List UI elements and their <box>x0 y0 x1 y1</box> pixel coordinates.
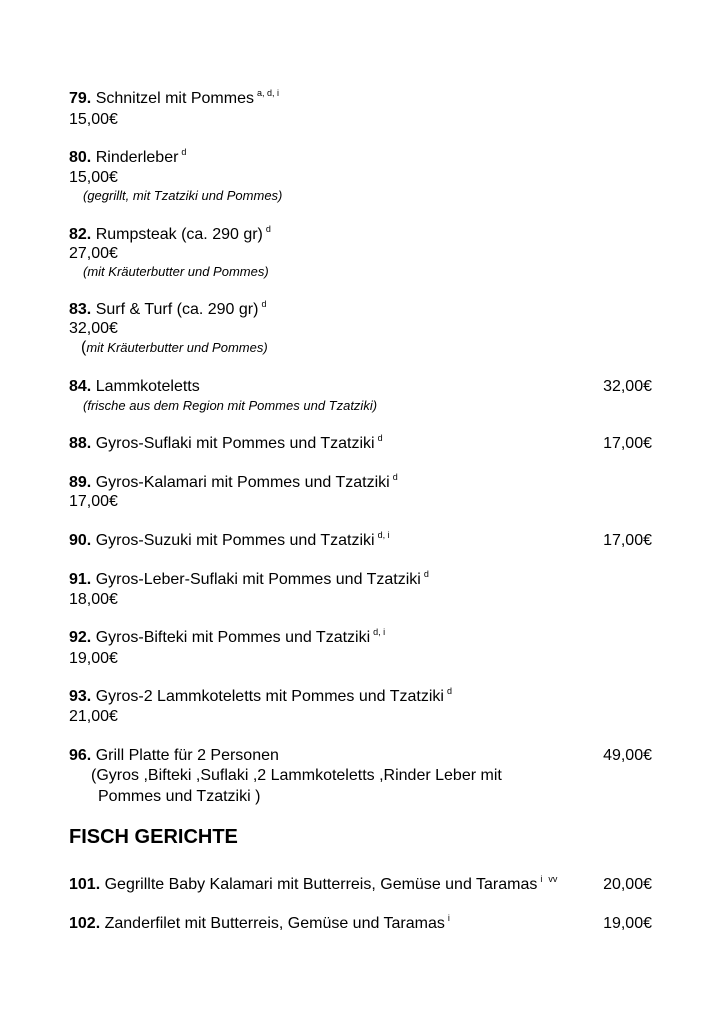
item-name: Lammkoteletts <box>95 378 200 395</box>
item-price-101: 20,00€ <box>603 876 652 893</box>
item-name: Gegrillte Baby Kalamari mit Butterreis, Gemüse und Taramas <box>104 876 538 893</box>
allergen-codes: d <box>377 433 383 443</box>
item-price-84: 32,00€ <box>603 378 652 395</box>
item-number: 89. <box>69 474 92 491</box>
allergen-codes: d, i <box>377 530 390 540</box>
item-note-83 <box>81 340 268 355</box>
item-number: 91. <box>69 571 92 588</box>
item-note-96-line1: (Gyros ,Bifteki ,Suflaki ,2 Lammkoteletts ,Rinder Leber mit <box>91 767 502 784</box>
item-price-90: 17,00€ <box>603 532 652 549</box>
item-name: Grill Platte für 2 Personen <box>95 747 279 764</box>
note-text: mit Kräuterbutter und Pommes) <box>86 340 268 355</box>
item-number: 92. <box>69 629 92 646</box>
item-name: Gyros-2 Lammkoteletts mit Pommes und Tzatziki <box>95 688 444 705</box>
allergen-codes: d, i <box>373 627 386 637</box>
allergen-codes: a, d, i <box>256 88 279 98</box>
item-name: Surf & Turf (ca. 290 gr) <box>95 301 259 318</box>
menu-item-91 <box>69 571 429 590</box>
item-number: 96. <box>69 747 92 764</box>
item-price-89: 17,00€ <box>69 493 118 510</box>
item-note-80: (gegrillt, mit Tzatziki und Pommes) <box>83 188 283 203</box>
allergen-codes: i <box>540 874 543 884</box>
item-price-79: 15,00€ <box>69 111 118 128</box>
item-name: Schnitzel mit Pommes <box>95 90 254 107</box>
menu-item-102 <box>69 915 450 934</box>
allergen-codes: d <box>423 569 429 579</box>
item-number: 79. <box>69 90 92 107</box>
allergen-codes: d <box>446 686 452 696</box>
item-name: Rumpsteak (ca. 290 gr) <box>95 226 263 243</box>
item-name: Gyros-Bifteki mit Pommes und Tzatziki <box>95 629 371 646</box>
item-name: Rinderleber <box>95 149 179 166</box>
item-number: 90. <box>69 532 92 549</box>
item-name: Gyros-Suflaki mit Pommes und Tzatziki <box>95 435 375 452</box>
allergen-codes-extra: vv <box>548 874 558 884</box>
item-price-93: 21,00€ <box>69 708 118 725</box>
item-note-84: (frische aus dem Region mit Pommes und Tzatziki) <box>83 398 378 413</box>
menu-item-93 <box>69 688 452 707</box>
allergen-codes: i <box>447 913 450 923</box>
menu-item-80 <box>69 149 186 168</box>
menu-item-84 <box>69 378 200 396</box>
item-price-83: 32,00€ <box>69 320 118 337</box>
item-price-82: 27,00€ <box>69 245 118 262</box>
allergen-codes: d <box>261 299 267 309</box>
menu-item-92 <box>69 629 385 648</box>
item-price-92: 19,00€ <box>69 650 118 667</box>
item-name: Zanderfilet mit Butterreis, Gemüse und Taramas <box>104 915 445 932</box>
item-number: 80. <box>69 149 92 166</box>
item-number: 84. <box>69 378 92 395</box>
menu-item-83 <box>69 301 266 320</box>
allergen-codes: d <box>392 472 398 482</box>
menu-item-96 <box>69 747 279 765</box>
item-number: 83. <box>69 301 92 318</box>
item-number: 93. <box>69 688 92 705</box>
menu-item-101 <box>69 876 557 895</box>
item-price-96: 49,00€ <box>603 747 652 764</box>
menu-item-79 <box>69 90 279 109</box>
item-note-82: (mit Kräuterbutter und Pommes) <box>83 264 269 279</box>
item-number: 101. <box>69 876 101 893</box>
item-price-80: 15,00€ <box>69 169 118 186</box>
item-name: Gyros-Suzuki mit Pommes und Tzatziki <box>95 532 375 549</box>
note-paren: ( <box>81 339 87 356</box>
item-note-96-line2: Pommes und Tzatziki ) <box>98 788 261 805</box>
menu-item-90 <box>69 532 390 551</box>
item-name: Gyros-Kalamari mit Pommes und Tzatziki <box>95 474 390 491</box>
menu-item-88 <box>69 435 383 454</box>
menu-item-89 <box>69 474 398 493</box>
item-name: Gyros-Leber-Suflaki mit Pommes und Tzatziki <box>95 571 421 588</box>
allergen-codes: d <box>265 224 271 234</box>
section-title-fish: FISCH GERICHTE <box>69 826 238 848</box>
item-price-102: 19,00€ <box>603 915 652 932</box>
allergen-codes: d <box>181 147 187 157</box>
menu-item-82 <box>69 226 271 245</box>
item-number: 88. <box>69 435 92 452</box>
item-price-88: 17,00€ <box>603 435 652 452</box>
item-price-91: 18,00€ <box>69 591 118 608</box>
item-number: 82. <box>69 226 92 243</box>
item-number: 102. <box>69 915 101 932</box>
